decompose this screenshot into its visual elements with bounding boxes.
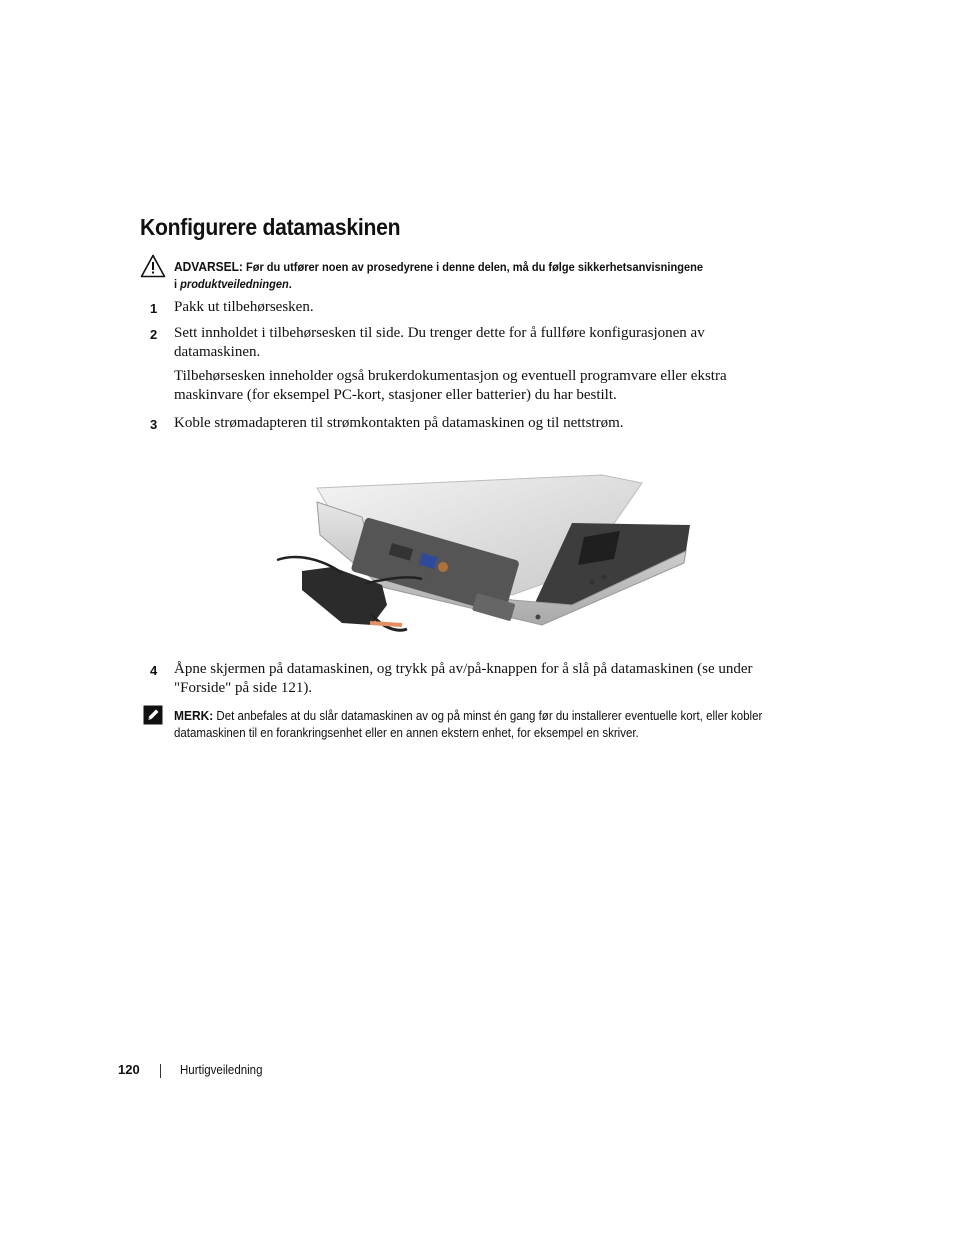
page-heading: Konfigurere datamaskinen — [140, 214, 401, 240]
footer-separator — [160, 1064, 161, 1078]
warning-text-prefix: i — [174, 277, 178, 291]
warning-text-suffix: . — [288, 277, 292, 291]
warning-triangle-icon — [140, 254, 166, 278]
note-block — [174, 707, 809, 742]
step-4-text: Åpne skjermen på datamaskinen, og trykk på av/på-knappen for å slå på datamaskinen (se under "Forside" på side 121). — [174, 661, 753, 696]
step-4-number: 4 — [150, 663, 158, 678]
footer-title: Hurtigveiledning — [180, 1063, 263, 1077]
step-1-number: 1 — [150, 301, 158, 316]
warning-text-line-1: Før du utfører noen av prosedyrene i denne delen, må du følge sikkerhetsanvisningene — [245, 260, 703, 274]
warning-text-italic: produktveiledningen — [180, 277, 289, 291]
note-text: Det anbefales at du slår datamaskinen av og på minst én gang før du installerer eventuelle kort, eller kobler datamaskinen til en forankringsenhet eller en annen ekstern enhet, for eksempel en skriver. — [174, 709, 763, 740]
note-pencil-icon — [143, 705, 163, 725]
page-number: 120 — [118, 1062, 140, 1077]
laptop-power-adapter-illustration — [272, 455, 692, 647]
step-1-text: Pakk ut tilbehørsesken. — [174, 299, 314, 315]
warning-label: ADVARSEL: — [174, 259, 243, 274]
step-3-text: Koble strømadapteren til strømkontakten på datamaskinen og til nettstrøm. — [174, 415, 624, 431]
warning-block — [174, 258, 763, 293]
step-2-text: Sett innholdet i tilbehørsesken til side. Du trenger dette for å fullføre konfigurasjonen av datamaskinen. — [174, 325, 705, 360]
step-3-number: 3 — [150, 417, 158, 432]
step-2-number: 2 — [150, 327, 158, 342]
note-label: MERK: — [174, 708, 214, 723]
step-2-extra-text: Tilbehørsesken inneholder også brukerdokumentasjon og eventuell programvare eller ekstra maskinvare (for eksempel PC-kort, stasjoner eller batterier) du har bestilt. — [174, 368, 727, 403]
